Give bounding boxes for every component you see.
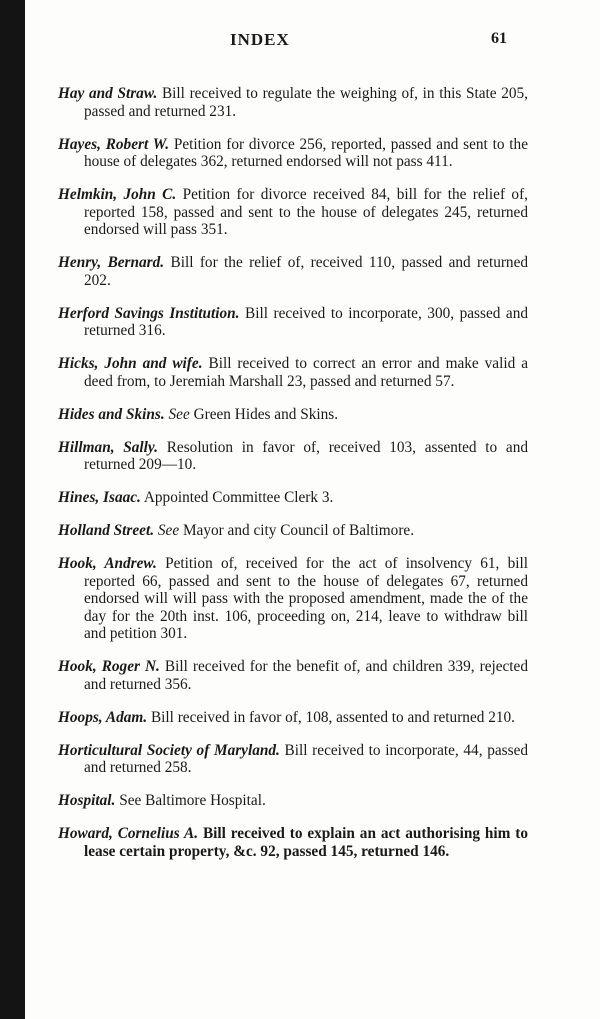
entry-name: Hospital.	[58, 792, 116, 810]
index-entry	[58, 792, 528, 810]
index-entry	[58, 355, 528, 390]
index-entry	[58, 254, 528, 289]
entry-text: Appointed Committee Clerk 3.	[143, 489, 334, 507]
entry-name: Hoops, Adam.	[58, 708, 148, 726]
index-entry	[58, 406, 528, 424]
entry-text: Bill for the relief of, received 110, passed and returned 202.	[84, 254, 529, 289]
entry-name: Horticultural Society of Maryland.	[58, 741, 280, 759]
entry-name: Holland Street.	[58, 522, 155, 540]
entry-name: Henry, Bernard.	[58, 254, 165, 272]
index-entry	[58, 825, 528, 860]
entry-name: Helmkin, John C.	[58, 186, 177, 204]
index-entry	[58, 85, 528, 120]
scan-binding-edge	[0, 0, 25, 1019]
index-entry	[58, 489, 528, 507]
entry-text: Petition for divorce received 84, bill for the relief of, reported 158, passed and sent to the house of delegates 245, returned endorsed will pass 351.	[84, 186, 528, 239]
entry-name: Hook, Roger N.	[58, 658, 160, 676]
page-title: INDEX	[230, 30, 290, 49]
entry-text: Bill received to incorporate, 300, passed and returned 316.	[84, 304, 528, 340]
see-reference-label: See	[157, 522, 180, 540]
index-entry	[58, 186, 528, 239]
index-entry	[58, 439, 528, 474]
entry-text: Petition for divorce 256, reported, passed and sent to the house of delegates 362, returned endorsed will not pass 411.	[84, 135, 528, 171]
entry-name: Hicks, John and wife.	[58, 355, 203, 373]
see-reference-label: See	[168, 405, 190, 423]
index-entry	[58, 709, 528, 727]
entry-name: Herford Savings Institution.	[58, 304, 240, 322]
index-entry	[58, 522, 528, 540]
index-entry	[58, 742, 528, 777]
entry-name: Hines, Isaac.	[58, 489, 141, 507]
page-number: 61	[491, 30, 507, 47]
entry-text: Petition of, received for the act of insolvency 61, bill reported 66, passed and sent to the house of delegates 67, returned endorsed will will pass with the proposed amendment, made the of the day for the 20th inst. 106, proceeding on, 214, leave to withdraw bill and petition 301.	[84, 554, 528, 643]
entry-text: Green Hides and Skins.	[193, 405, 339, 423]
index-entry	[58, 136, 528, 171]
index-page	[25, 0, 600, 1019]
entry-text: Mayor and city Council of Baltimore.	[182, 522, 415, 540]
entry-name: Hides and Skins.	[58, 405, 165, 423]
entry-text: Bill received to explain an act authorising him to lease certain property, &c. 92, passed 145, returned 146.	[84, 824, 529, 860]
entry-name: Hay and Straw.	[58, 85, 158, 103]
index-entry	[58, 305, 528, 340]
page-header	[25, 30, 600, 52]
entry-name: Hayes, Robert W.	[58, 135, 170, 153]
entry-name: Howard, Cornelius A.	[58, 824, 199, 842]
entry-text: Bill received to regulate the weighing of, in this State 205, passed and returned 231.	[84, 85, 528, 120]
entry-text: Bill received to correct an error and make valid a deed from, to Jeremiah Marshall 23, passed and returned 57.	[84, 355, 528, 390]
entry-text: See Baltimore Hospital.	[119, 792, 266, 810]
entry-text: Bill received in favor of, 108, assented to and returned 210.	[150, 708, 515, 726]
entry-text: Bill received to incorporate, 44, passed and returned 258.	[84, 741, 529, 777]
index-entry	[58, 658, 528, 693]
entry-name: Hillman, Sally.	[58, 438, 158, 456]
index-entry	[58, 555, 528, 643]
entry-text: Resolution in favor of, received 103, assented to and returned 209—10.	[84, 438, 529, 474]
entry-text: Bill received for the benefit of, and children 339, rejected and returned 356.	[84, 658, 528, 693]
entry-name: Hook, Andrew.	[58, 554, 157, 572]
index-entries	[58, 70, 528, 865]
